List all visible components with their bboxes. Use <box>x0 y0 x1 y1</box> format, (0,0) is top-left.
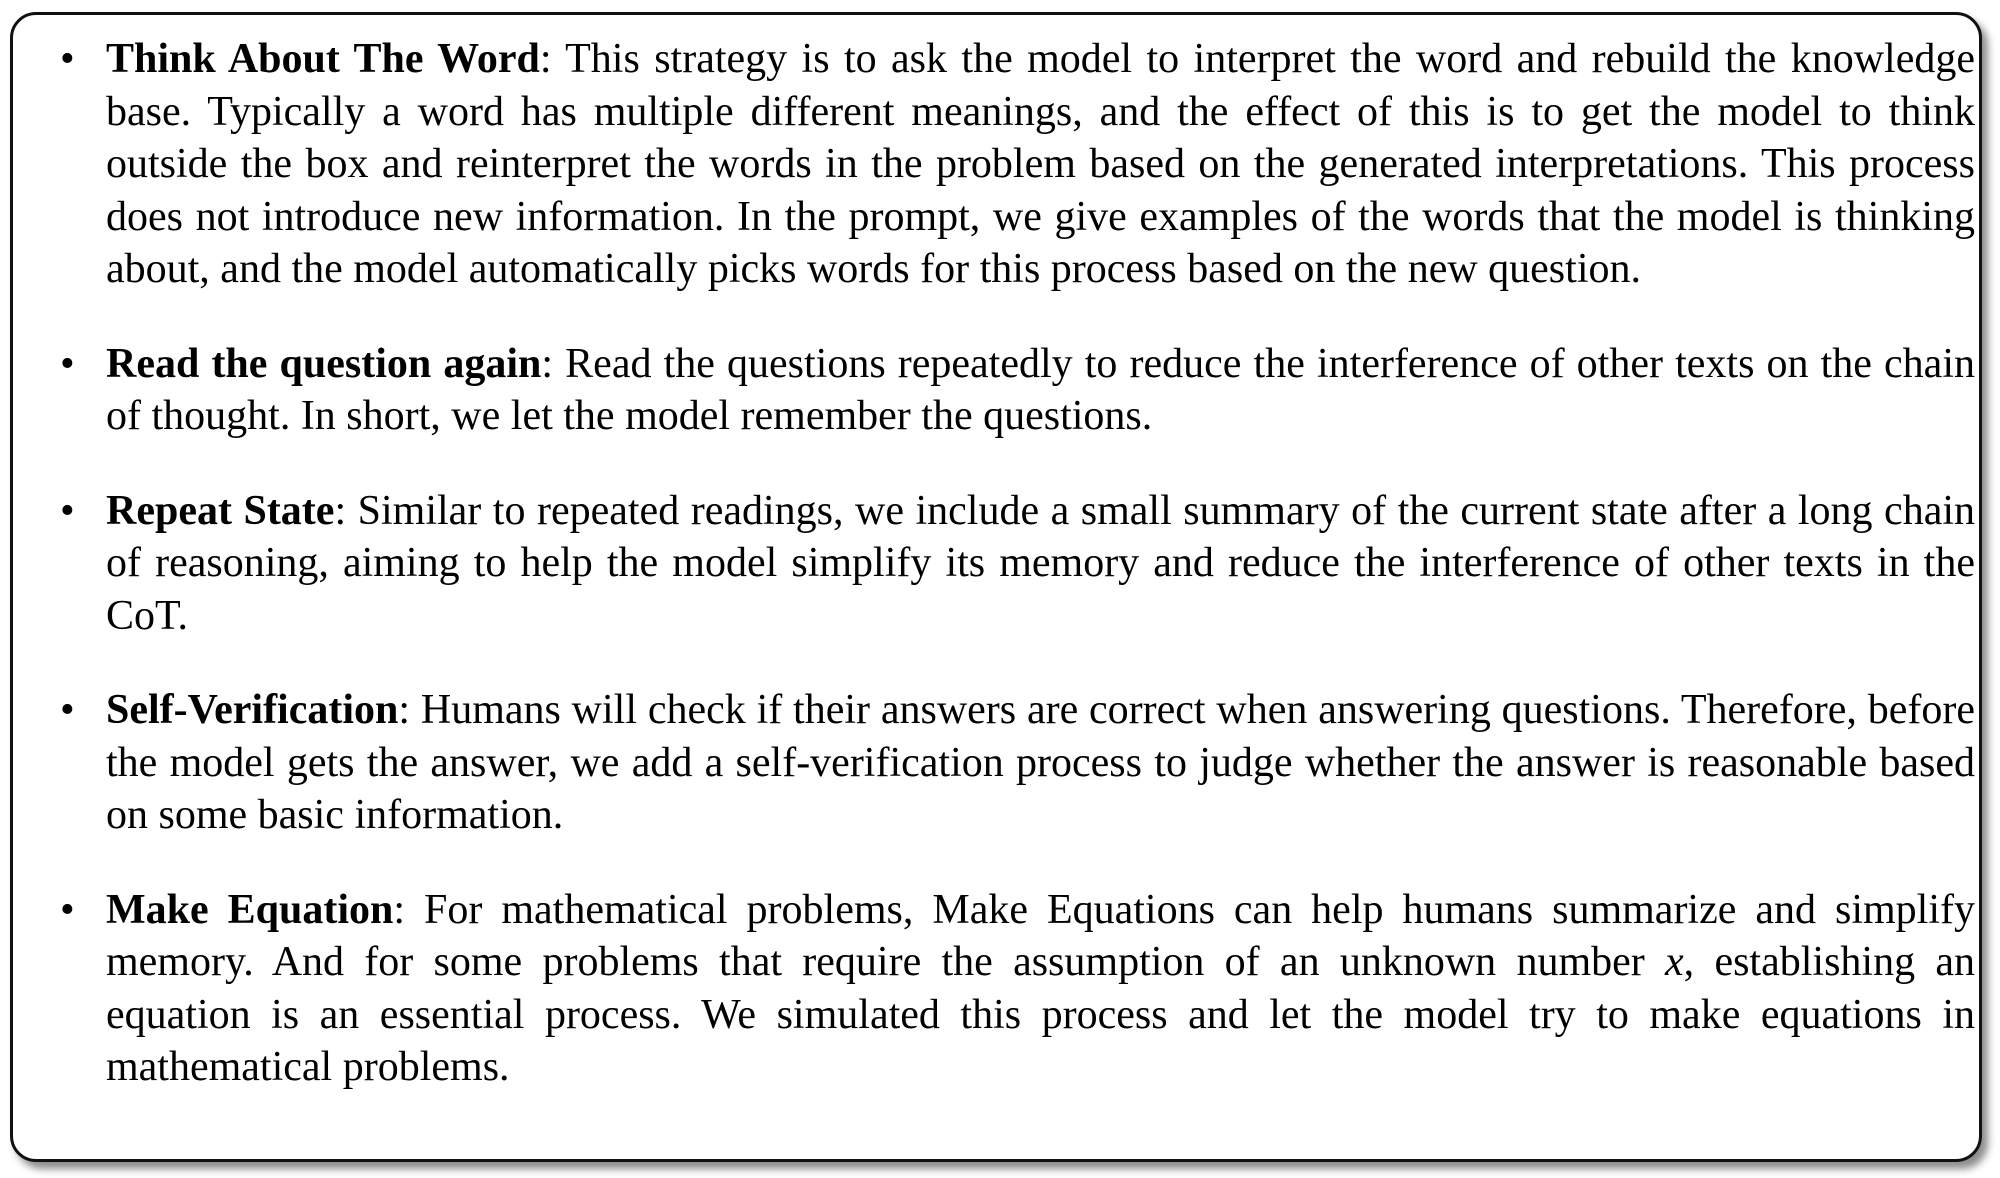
list-item-think-about-the-word <box>60 33 1975 296</box>
math-variable: x <box>1665 939 1684 985</box>
list-item-self-verification <box>60 684 1975 842</box>
list-item-read-the-question-again <box>60 338 1975 443</box>
item-term: Self-Verification <box>106 687 399 733</box>
item-text: : Read the questions repeatedly to reduce the interference of other texts on the chain of thought. In short, we let the model remember the questions. <box>106 340 1975 439</box>
item-text: : Humans will check if their answers are correct when answering questions. Therefore, before the model gets the answer, we add a self-verification process to judge whether the answer is reasonable based on some basic information. <box>106 687 1975 838</box>
strategy-list <box>60 33 1975 1094</box>
item-term: Read the question again <box>106 340 542 387</box>
item-text: : For mathematical problems, Make Equations can help humans summarize and simplify memory. And for some problems that require the assumption of an unknown number <box>106 886 1975 985</box>
bullet-icon: • <box>60 36 75 82</box>
item-term: Think About The Word <box>106 36 540 82</box>
item-text: : Similar to repeated readings, we include a small summary of the current state after a long chain of reasoning, aiming to help the model simplify its memory and reduce the interference of other texts in the CoT. <box>106 487 1976 639</box>
bullet-icon: • <box>60 687 75 733</box>
item-term: Make Equation <box>106 886 394 933</box>
item-term: Repeat State <box>106 487 335 534</box>
content-box <box>10 12 1982 1162</box>
list-item-make-equation <box>60 884 1975 1094</box>
bullet-icon: • <box>60 487 75 534</box>
list-item-repeat-state <box>60 485 1975 643</box>
item-text: : This strategy is to ask the model to interpret the word and rebuild the knowledge base. Typically a word has multiple different meanings, and the effect of this is to get the model to think outside the box and reinterpret the words in the problem based on the generated interpretations. This process does not introduce new information. In the prompt, we give examples of the words that the model is thinking about, and the model automatically picks words for this process based on the new question. <box>106 36 1975 292</box>
item-text: , establishing an equation is an essential process. We simulated this process and let the model try to make equations in mathematical problems. <box>106 939 1976 1090</box>
bullet-icon: • <box>60 886 75 933</box>
bullet-icon: • <box>60 340 75 387</box>
